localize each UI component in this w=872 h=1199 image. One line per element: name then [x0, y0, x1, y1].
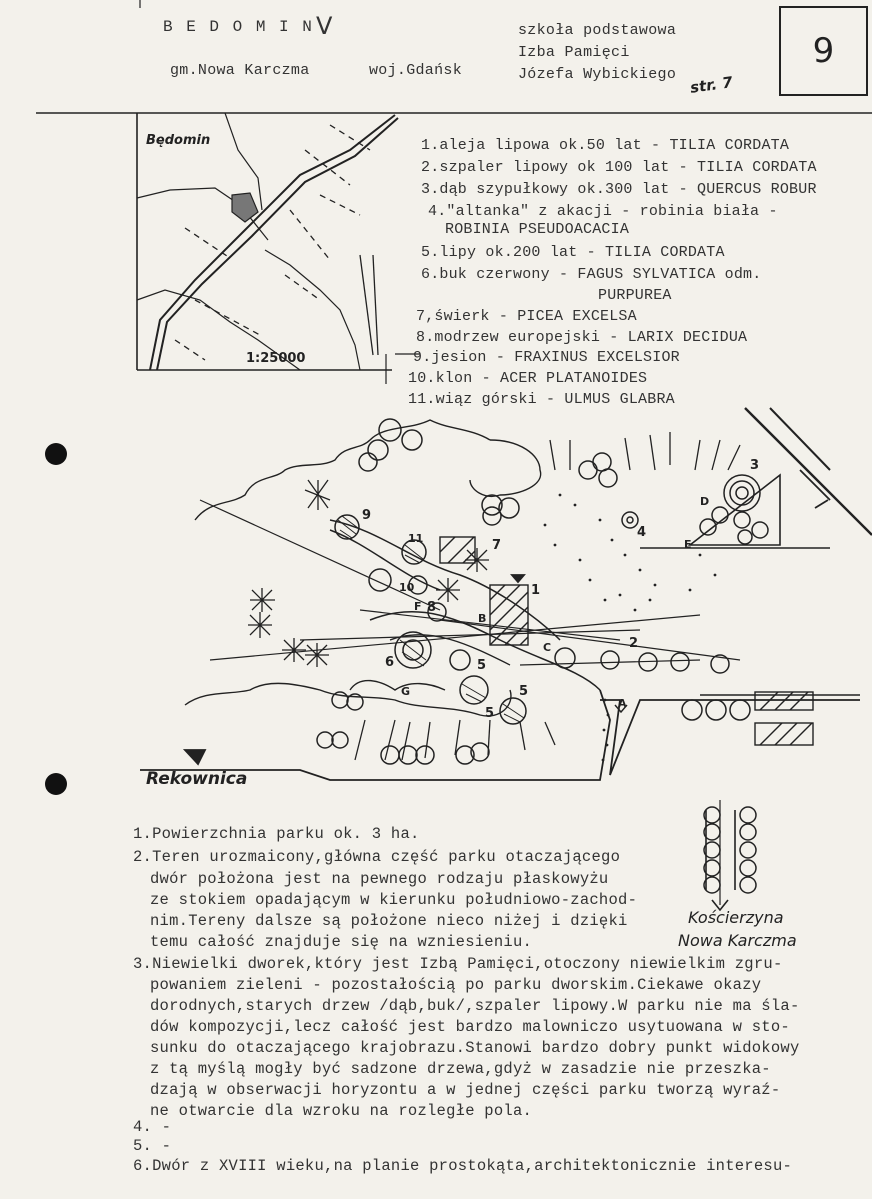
desc-line-3: dwór położona jest na pewnego rodzaju płaskowyżu [150, 870, 609, 888]
plan-marker-4: 4 [637, 525, 647, 540]
handwritten-note: str. 7 [688, 73, 734, 97]
plan-marker-7: 7 [492, 538, 502, 553]
plan-marker-9: 9 [362, 508, 372, 523]
plan-marker-G: G [401, 685, 411, 698]
desc-line-16: 5. - [133, 1137, 172, 1155]
header-institution-1: szkoła podstawowa [518, 22, 677, 39]
desc-line-8: powaniem zieleni - pozostałością po parku dworskim.Ciekawe okazy [150, 976, 762, 994]
header-gmina: gm.Nowa Karczma [170, 62, 310, 79]
desc-line-5: nim.Tereny dalsze są położone nieco niżej i dzięki [150, 912, 628, 930]
header-institution-3: Józefa Wybickiego [518, 66, 677, 83]
desc-line-4: ze stokiem opadającym w kierunku południowo-zachod- [150, 891, 638, 909]
plan-marker-6: 6 [385, 655, 395, 670]
legend-item-8: 8.modrzew europejski - LARIX DECIDUA [416, 329, 748, 346]
desc-line-6: temu całość znajduje się na wzniesieniu. [150, 933, 533, 951]
legend-item-4: 4."altanka" z akacji - robinia biała - [428, 203, 778, 220]
plan-marker-2: 2 [629, 636, 639, 651]
legend-item-7: 7,świerk - PICEA EXCELSA [416, 308, 637, 325]
header-checkmark: V [316, 12, 333, 40]
road-label-west: Rekownica [146, 769, 248, 789]
plan-marker-B: B [478, 612, 487, 625]
legend-item-9: 9.jesion - FRAXINUS EXCELSIOR [413, 349, 680, 366]
desc-line-17: 6.Dwór z XVIII wieku,na planie prostokąta,architektonicznie interesu- [133, 1157, 793, 1175]
legend-item-6: 6.buk czerwony - FAGUS SYLVATICA odm. [421, 266, 762, 283]
plan-marker-E: E [684, 538, 692, 551]
inset-map-scale: 1:25000 [246, 351, 306, 366]
desc-line-2: 2.Teren urozmaicony,główna część parku otaczającego [133, 848, 621, 866]
legend-item-4-latin: ROBINIA PSEUDOACACIA [445, 221, 630, 238]
plan-marker-3: 3 [750, 458, 760, 473]
legend-item-6-variety: PURPUREA [598, 287, 672, 304]
header-wojewodztwo: woj.Gdańsk [369, 62, 463, 79]
plan-marker-1: 1 [531, 583, 541, 598]
plan-marker-A: A [618, 697, 627, 710]
legend-item-1: 1.aleja lipowa ok.50 lat - TILIA CORDATA [421, 137, 790, 154]
road-label-south-1: Kościerzyna [688, 908, 784, 927]
plan-marker-10: 10 [399, 581, 415, 594]
desc-line-1: 1.Powierzchnia parku ok. 3 ha. [133, 825, 420, 843]
plan-marker-11: 11 [408, 532, 424, 545]
header-place: B E D O M I N [163, 18, 314, 36]
legend-item-3: 3.dąb szypułkowy ok.300 lat - QUERCUS ROBUR [421, 181, 817, 198]
legend-item-10: 10.klon - ACER PLATANOIDES [408, 370, 648, 387]
road-label-south-2: Nowa Karczma [678, 931, 797, 950]
plan-marker-C: C [543, 641, 552, 654]
plan-marker-D: D [700, 495, 710, 508]
legend-item-11: 11.wiąz górski - ULMUS GLABRA [408, 391, 675, 408]
plan-marker-5c: 5 [485, 706, 495, 721]
plan-marker-5a: 5 [477, 658, 487, 673]
page-number: 9 [812, 31, 835, 71]
legend-item-2: 2.szpaler lipowy ok 100 lat - TILIA CORDATA [421, 159, 817, 176]
plan-marker-5b: 5 [519, 684, 529, 699]
inset-map-label: Będomin [146, 133, 211, 148]
plan-marker-8: 8 [427, 600, 437, 615]
desc-line-11: sunku do otaczającego krajobrazu.Stanowi bardzo dobry punkt widokowy [150, 1039, 800, 1057]
desc-line-14: ne otwarcie dla wzroku na rozległe pola. [150, 1102, 533, 1120]
desc-line-12: z tą myślą mogły być sadzone drzewa,gdyż w zasadzie nie przeszka- [150, 1060, 771, 1078]
header-institution-2: Izba Pamięci [518, 44, 630, 61]
desc-line-7: 3.Niewielki dworek,który jest Izbą Pamięci,otoczony niewielkim zgru- [133, 955, 783, 973]
plan-marker-F: F [414, 600, 422, 613]
desc-line-9: dorodnych,starych drzew /dąb,buk/,szpaler lipowy.W parku nie ma śla- [150, 997, 800, 1015]
desc-line-10: dów kompozycji,lecz całość jest bardzo malowniczo usytuowana w sto- [150, 1018, 790, 1036]
desc-line-13: dzają w obserwacji horyzontu a w jednej części parku tworzą wyraź- [150, 1081, 781, 1099]
legend-item-5: 5.lipy ok.200 lat - TILIA CORDATA [421, 244, 725, 261]
desc-line-15: 4. - [133, 1118, 172, 1136]
